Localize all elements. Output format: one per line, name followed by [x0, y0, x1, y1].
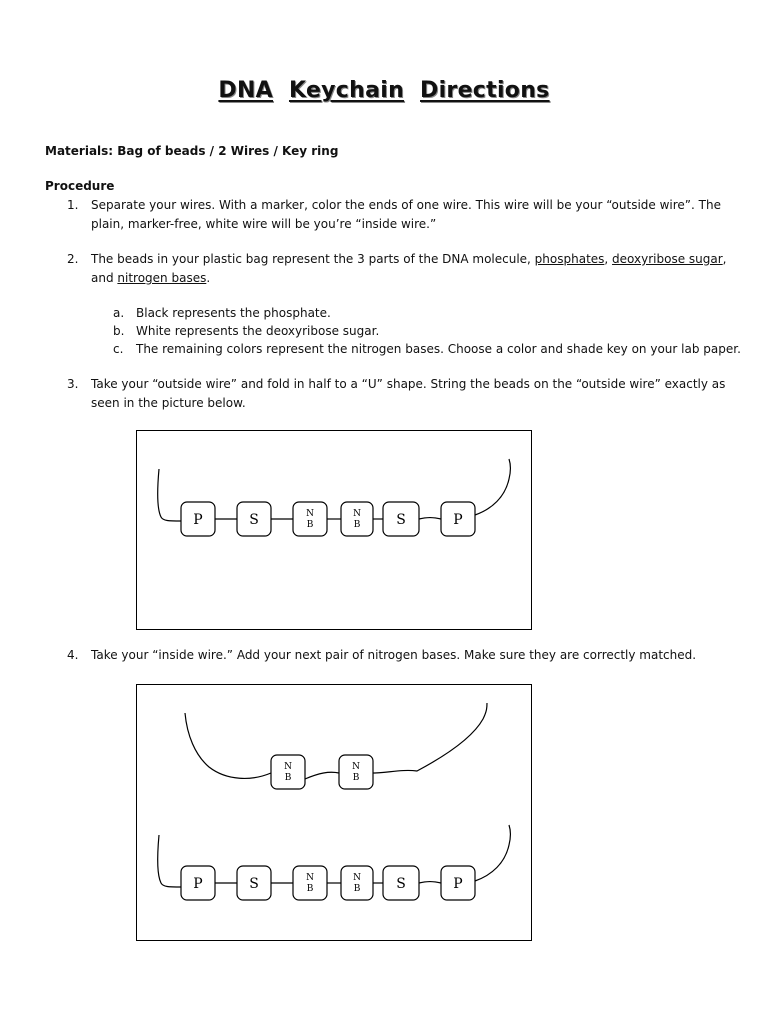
substep-c [113, 340, 741, 358]
step-4 [67, 646, 727, 665]
wires-diagram [137, 685, 531, 940]
step-text: Separate your wires. With a marker, color the ends of one wire. This wire will be your “outside wire”. The plain, marker-free, white wire will be you’re “inside wire.” [91, 198, 721, 231]
bead-label-b: B [306, 884, 314, 894]
bead-label-n: N [284, 762, 292, 772]
bead-phosphate [441, 866, 475, 900]
step-1 [67, 196, 727, 234]
bead-nitrogen-base [341, 502, 373, 536]
figure-outside-wire [136, 430, 532, 630]
bead-label: S [396, 512, 406, 528]
bead-label: S [249, 876, 259, 892]
substep-text: The remaining colors represent the nitrogen bases. Choose a color and shade key on your lab paper. [136, 342, 741, 356]
step-number: 4. [67, 648, 79, 662]
outside-wire-diagram [137, 431, 531, 629]
bead-nitrogen-base [293, 502, 327, 536]
substep-text: White represents the deoxyribose sugar. [136, 324, 380, 338]
materials-line: Materials: Bag of beads / 2 Wires / Key ring [45, 144, 339, 158]
bead-label-b: B [284, 773, 292, 783]
bead-label: P [193, 512, 203, 528]
bead-phosphate [181, 866, 215, 900]
inside-wire-left [185, 713, 271, 778]
substep-letter: a. [113, 306, 125, 320]
substep-letter: b. [113, 324, 125, 338]
step-text [91, 250, 727, 288]
bead-label-n: N [306, 509, 314, 519]
title-word-directions: Directions [420, 78, 550, 103]
bead-label-n: N [352, 762, 360, 772]
bead-nitrogen-base [339, 755, 373, 789]
bead-label-n: N [353, 509, 361, 519]
term-phosphates: phosphates [534, 252, 605, 266]
step-number: 3. [67, 377, 79, 391]
step-2 [67, 250, 727, 288]
substep-a [113, 304, 331, 322]
bead-sugar [383, 866, 419, 900]
bead-nitrogen-base [341, 866, 373, 900]
substep-letter: c. [113, 342, 124, 356]
bead-phosphate [181, 502, 215, 536]
wire-left-arm [158, 469, 181, 521]
bead-sugar [237, 866, 271, 900]
inside-wire-middle [305, 772, 339, 779]
bead-label-b: B [306, 520, 314, 530]
bead-sugar [237, 502, 271, 536]
title-word-keychain: Keychain [288, 78, 405, 103]
bead-label-b: B [352, 773, 360, 783]
term-nitrogen-bases: nitrogen bases [117, 271, 207, 285]
procedure-heading: Procedure [45, 179, 115, 193]
separator: , [604, 252, 613, 266]
inside-wire-right [373, 703, 487, 773]
term-deoxyribose-sugar: deoxyribose sugar [612, 252, 723, 266]
bead-sugar [383, 502, 419, 536]
bead-label: P [453, 876, 463, 892]
wire-left-arm [158, 835, 181, 887]
bead-nitrogen-base [293, 866, 327, 900]
substep-text: Black represents the phosphate. [136, 306, 331, 320]
bead-label: P [193, 876, 203, 892]
step-text-post: . [206, 271, 211, 285]
bead-label-b: B [353, 520, 361, 530]
bead-phosphate [441, 502, 475, 536]
page-title [0, 78, 768, 103]
wire-right-arm [475, 459, 511, 515]
step-text: Take your “outside wire” and fold in half to a “U” shape. String the beads on the “outside wire” exactly as seen in the picture below. [91, 377, 726, 410]
bead-label-b: B [353, 884, 361, 894]
step-number: 2. [67, 252, 79, 266]
step-text: Take your “inside wire.” Add your next pair of nitrogen bases. Make sure they are correctly matched. [91, 648, 697, 662]
bead-label-n: N [306, 873, 314, 883]
step-text-pre: The beads in your plastic bag represent the 3 parts of the DNA molecule, [91, 252, 535, 266]
bead-label: S [396, 876, 406, 892]
figure-inside-and-outside-wire [136, 684, 532, 941]
bead-nitrogen-base [271, 755, 305, 789]
substep-b [113, 322, 379, 340]
wire-right-arm [475, 825, 511, 881]
wire-segment [419, 882, 441, 884]
step-3 [67, 375, 727, 413]
bead-label: S [249, 512, 259, 528]
title-word-dna: DNA [218, 78, 274, 103]
bead-label: P [453, 512, 463, 528]
bead-label-n: N [353, 873, 361, 883]
wire-segment [419, 518, 441, 520]
step-number: 1. [67, 198, 79, 212]
separator: , and [91, 252, 727, 285]
